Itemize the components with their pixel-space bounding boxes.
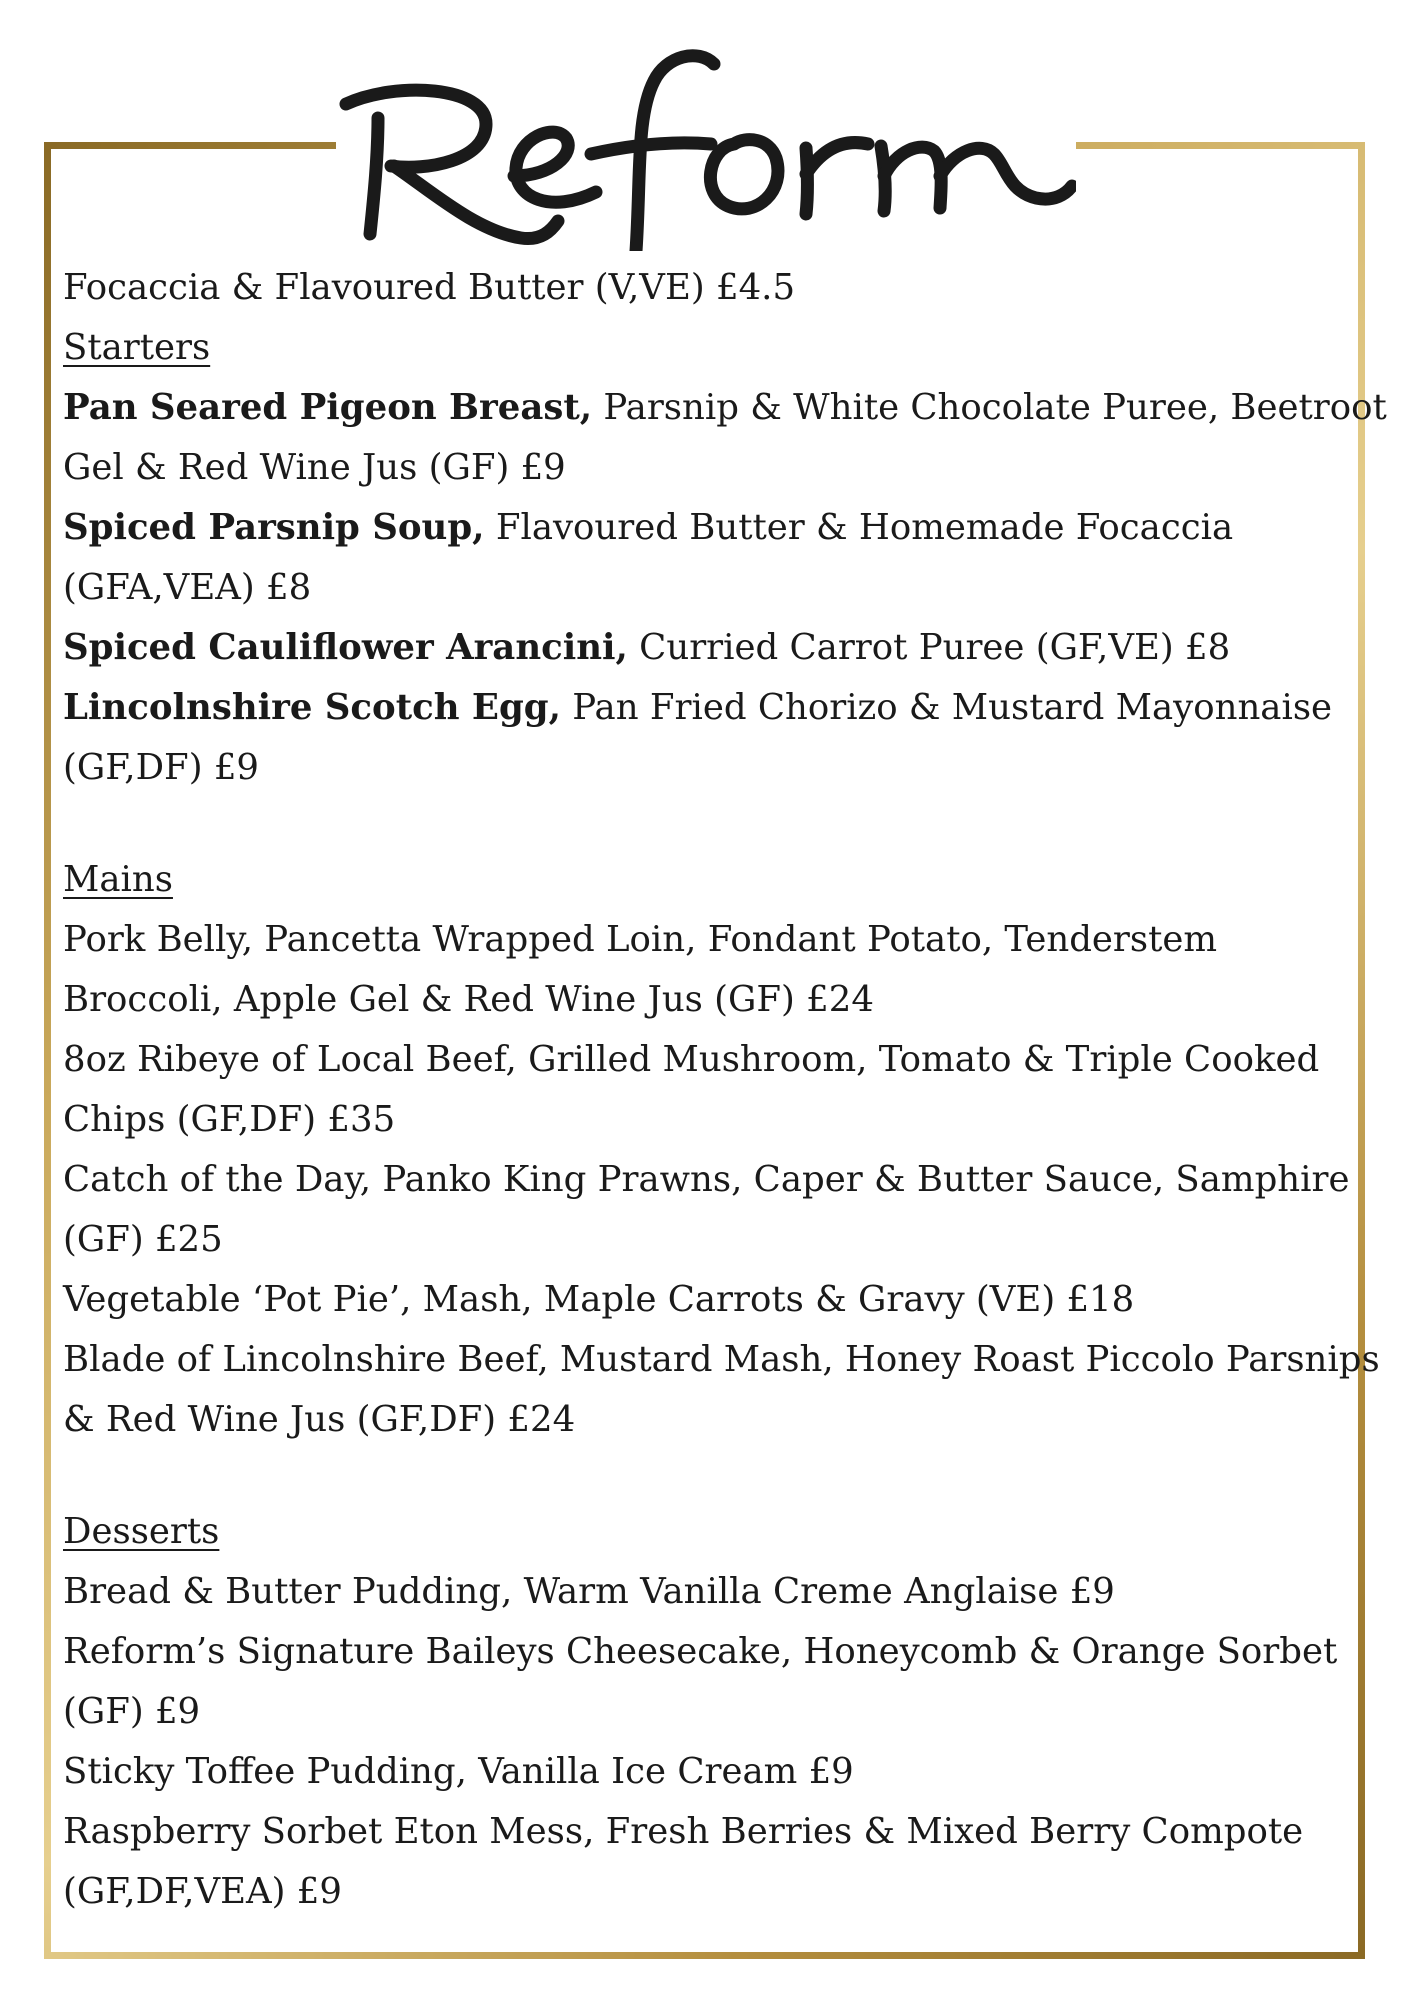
desserts-heading: Desserts — [63, 1511, 220, 1552]
mains-line: & Red Wine Jus (GF,DF) £24 — [63, 1399, 576, 1440]
menu-item — [63, 678, 1348, 738]
mains-line: (GF) £25 — [63, 1219, 223, 1260]
menu-item — [63, 378, 1387, 438]
desserts-line: Raspberry Sorbet Eton Mess, Fresh Berries & Mixed Berry Compote — [63, 1811, 1304, 1852]
section-spacer — [63, 798, 1348, 850]
mains-line: Vegetable ‘Pot Pie’, Mash, Maple Carrots & Gravy (VE) £18 — [63, 1279, 1135, 1320]
mains-line: Pork Belly, Pancetta Wrapped Loin, Fondant Potato, Tenderstem — [63, 919, 1218, 960]
dish-description-cont: (GF,DF) £9 — [63, 747, 259, 788]
menu-content — [63, 258, 1387, 1922]
dish-name: Pan Seared Pigeon Breast, — [63, 387, 593, 428]
bread-item: Focaccia & Flavoured Butter (V,VE) £4.5 — [63, 267, 796, 308]
mains-line: 8oz Ribeye of Local Beef, Grilled Mushroom, Tomato & Triple Cooked — [63, 1039, 1320, 1080]
mains-line: Chips (GF,DF) £35 — [63, 1099, 396, 1140]
starters-heading: Starters — [63, 327, 211, 368]
dish-description: Parsnip & White Chocolate Puree, Beetroot — [592, 387, 1387, 428]
reform-logo — [336, 26, 1076, 251]
desserts-line: Bread & Butter Pudding, Warm Vanilla Creme Anglaise £9 — [63, 1571, 1115, 1612]
dish-description: Pan Fried Chorizo & Mustard Mayonnaise — [560, 687, 1333, 728]
dish-description-cont: Gel & Red Wine Jus (GF) £9 — [63, 447, 566, 488]
mains-line: Blade of Lincolnshire Beef, Mustard Mash, Honey Roast Piccolo Parsnips — [63, 1339, 1380, 1380]
mains-line: Broccoli, Apple Gel & Red Wine Jus (GF) £24 — [63, 979, 874, 1020]
dish-description-cont: (GFA,VEA) £8 — [63, 567, 312, 608]
dish-name: Spiced Cauliflower Arancini, — [63, 627, 628, 668]
mains-line: Catch of the Day, Panko King Prawns, Caper & Butter Sauce, Samphire — [63, 1159, 1350, 1200]
dish-name: Lincolnshire Scotch Egg, — [63, 687, 561, 728]
desserts-line: Reform’s Signature Baileys Cheesecake, Honeycomb & Orange Sorbet — [63, 1631, 1338, 1672]
desserts-line: (GF) £9 — [63, 1691, 201, 1732]
dish-description: Flavoured Butter & Homemade Focaccia — [484, 507, 1234, 548]
dish-description: Curried Carrot Puree (GF,VE) £8 — [627, 627, 1231, 668]
mains-heading: Mains — [63, 859, 173, 900]
menu-item — [63, 498, 1348, 558]
section-spacer — [63, 1450, 1348, 1502]
menu-item — [63, 618, 1348, 678]
desserts-line: Sticky Toffee Pudding, Vanilla Ice Cream £9 — [63, 1751, 854, 1792]
dish-name: Spiced Parsnip Soup, — [63, 507, 485, 548]
desserts-line: (GF,DF,VEA) £9 — [63, 1871, 342, 1912]
